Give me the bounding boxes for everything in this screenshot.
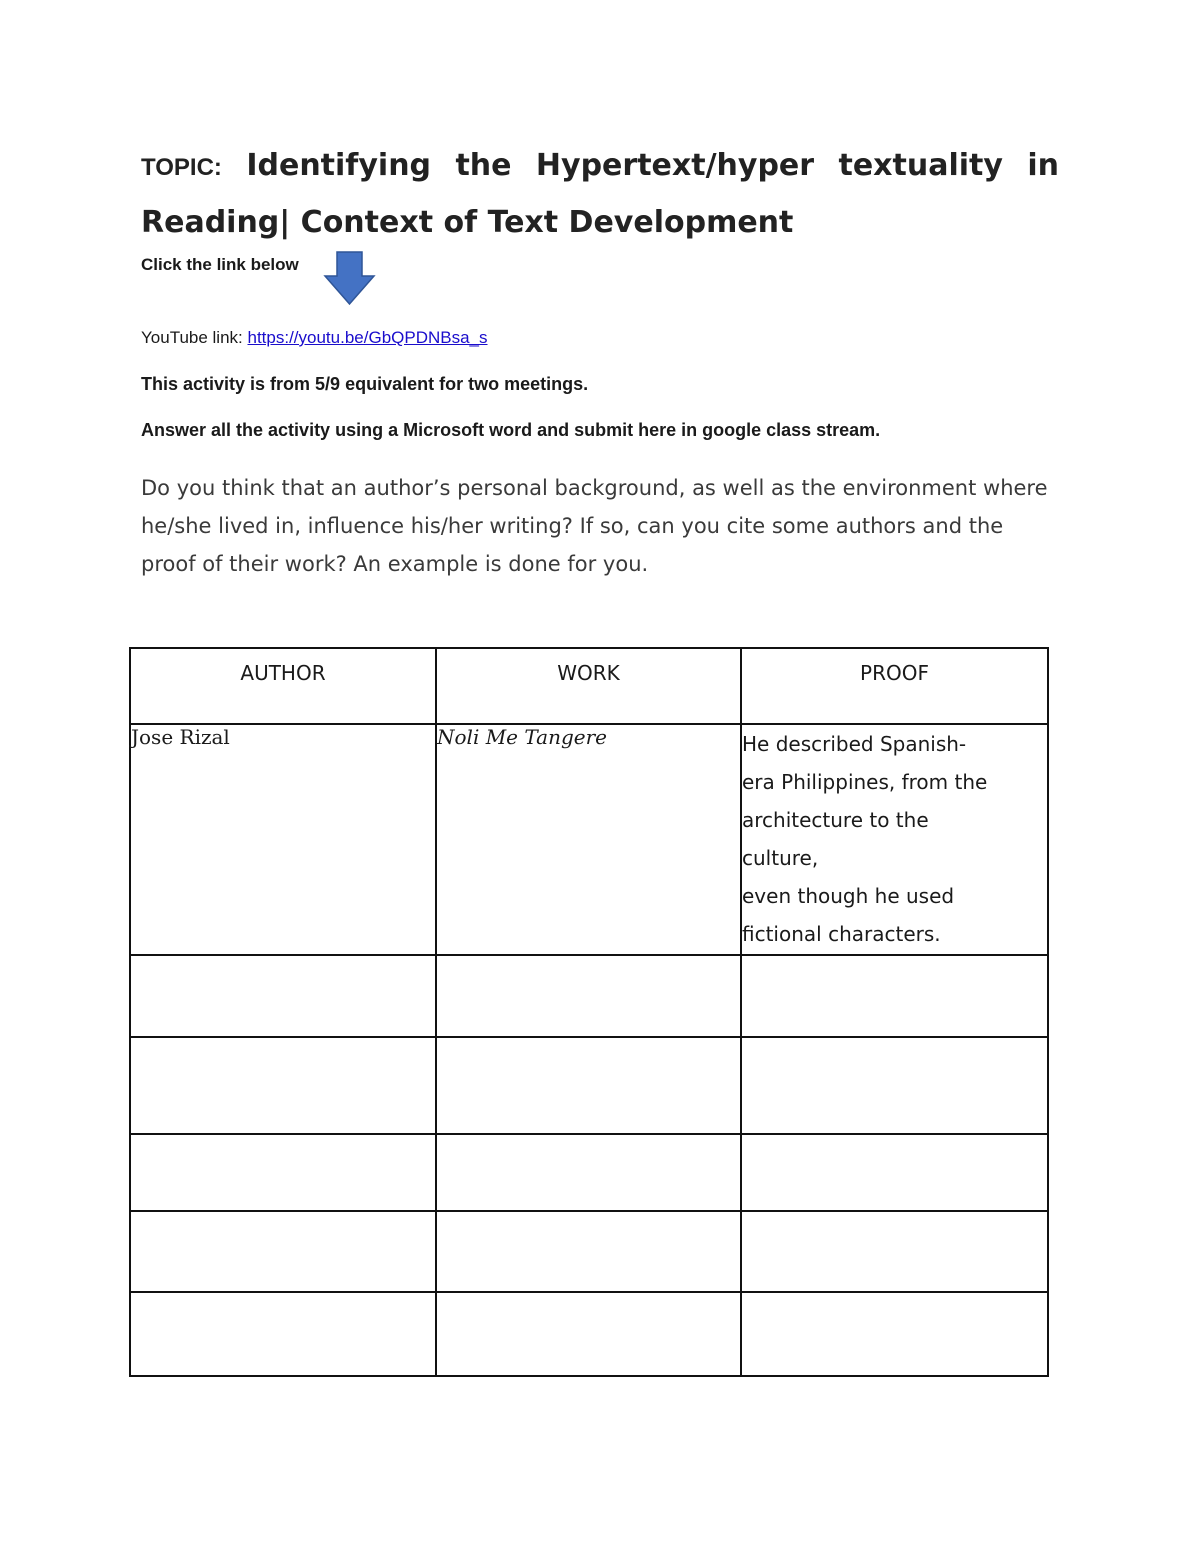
down-arrow-icon [322, 250, 377, 306]
youtube-label: YouTube link: [141, 328, 243, 347]
empty-cell[interactable] [436, 1037, 741, 1134]
empty-cell[interactable] [741, 1211, 1048, 1292]
table-row-empty [130, 1211, 1048, 1292]
proof-line: fictional characters. [742, 922, 941, 946]
topic-title: Identifying the Hypertext/hyper textuality in Reading| Context of Text Development [141, 148, 1059, 240]
empty-cell[interactable] [436, 1134, 741, 1211]
empty-cell[interactable] [436, 1211, 741, 1292]
proof-line: He described Spanish- [742, 732, 967, 756]
table-row-empty [130, 955, 1048, 1037]
empty-cell[interactable] [130, 1211, 436, 1292]
example-work-cell: Noli Me Tangere [436, 724, 741, 955]
youtube-link-line [141, 328, 488, 348]
topic-heading [141, 138, 1059, 250]
example-proof-cell [741, 724, 1048, 955]
empty-cell[interactable] [130, 955, 436, 1037]
table-row-empty [130, 1134, 1048, 1211]
proof-line: even though he used [742, 884, 955, 908]
activity-note: This activity is from 5/9 equivalent for two meetings. [141, 374, 589, 394]
question-paragraph: Do you think that an author’s personal background, as well as the environment where he/she lived in, influence his/her writing? If so, can you cite some authors and the proof of their work? An example is done for you. [141, 476, 1048, 576]
header-work: WORK [436, 648, 741, 724]
empty-cell[interactable] [130, 1037, 436, 1134]
empty-cell[interactable] [130, 1292, 436, 1376]
author-work-table [129, 647, 1049, 1377]
empty-cell[interactable] [436, 1292, 741, 1376]
answer-note: Answer all the activity using a Microsoft word and submit here in google class stream. [141, 420, 881, 440]
proof-line: era Philippines, from the [742, 770, 988, 794]
empty-cell[interactable] [741, 1134, 1048, 1211]
empty-cell[interactable] [436, 955, 741, 1037]
header-proof: PROOF [741, 648, 1048, 724]
table-header-row [130, 648, 1048, 724]
header-author: AUTHOR [130, 648, 436, 724]
table-row-empty [130, 1037, 1048, 1134]
table-row-empty [130, 1292, 1048, 1376]
empty-cell[interactable] [741, 1037, 1048, 1134]
empty-cell[interactable] [741, 955, 1048, 1037]
proof-line: culture, [742, 846, 819, 870]
click-instruction: Click the link below [141, 255, 299, 274]
example-author-cell: Jose Rizal [130, 724, 436, 955]
youtube-link[interactable]: https://youtu.be/GbQPDNBsa_s [247, 328, 488, 347]
topic-label: TOPIC: [141, 154, 222, 181]
empty-cell[interactable] [130, 1134, 436, 1211]
table-row-example [130, 724, 1048, 955]
proof-line: architecture to the [742, 808, 929, 832]
empty-cell[interactable] [741, 1292, 1048, 1376]
